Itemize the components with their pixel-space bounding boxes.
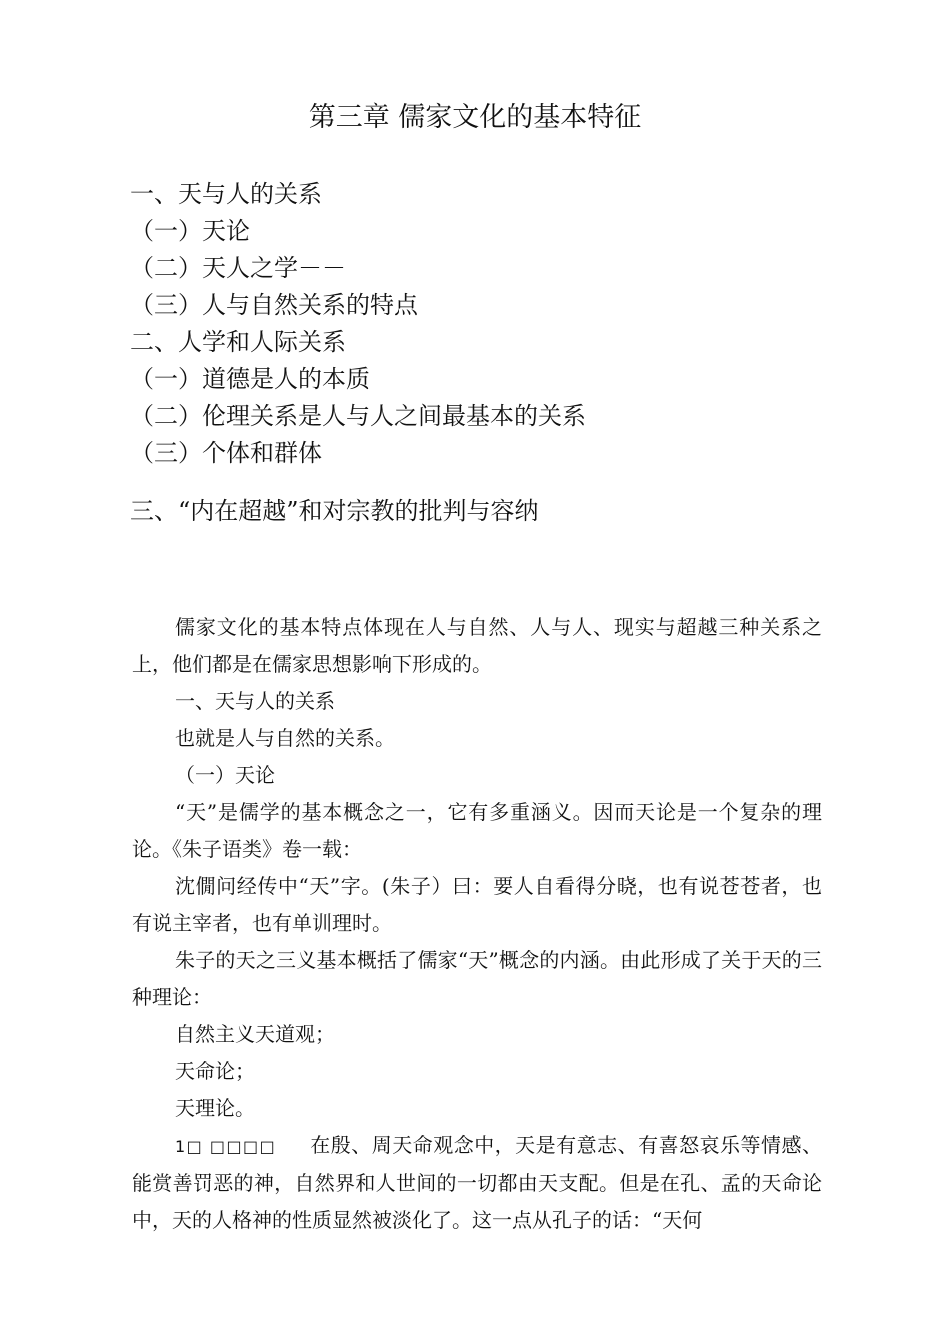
- paragraph: [132, 1127, 822, 1239]
- table-of-contents: [130, 176, 586, 472]
- toc-item-section-three: 三、“内在超越”和对宗教的批判与容纳: [130, 497, 539, 525]
- section-heading: 一、天与人的关系: [175, 689, 335, 713]
- quotation: 沈僩问经传中“天”字。(朱子）曰：要人自看得分晓，也有说苍苍者，也有说主宰者，也有单训理时。: [132, 874, 822, 935]
- paragraph: “天”是儒学的基本概念之一，它有多重涵义。因而天论是一个复杂的理论。《朱子语类》卷一载：: [132, 800, 822, 861]
- body-text: [132, 609, 822, 1239]
- list-item: 天理论。: [175, 1096, 255, 1120]
- paragraph: 儒家文化的基本特点体现在人与自然、人与人、现实与超越三种关系之上，他们都是在儒家思想影响下形成的。: [132, 615, 822, 676]
- paragraph: 朱子的天之三义基本概括了儒家“天”概念的内涵。由此形成了关于天的三种理论：: [132, 948, 822, 1009]
- toc-item: （三）人与自然关系的特点: [130, 291, 418, 319]
- toc-item: （一）道德是人的本质: [130, 365, 370, 393]
- list-item: 自然主义天道观；: [175, 1022, 335, 1046]
- toc-item: （二）伦理关系是人与人之间最基本的关系: [130, 402, 586, 430]
- toc-item: 二、人学和人际关系: [130, 328, 346, 356]
- toc-item: （三）个体和群体: [130, 439, 322, 467]
- paragraph-text: 在殷、周天命观念中，天是有意志、有喜怒哀乐等情感、能赏善罚恶的神，自然界和人世间的一切都由天支配。但是在孔、孟的天命论中，天的人格神的性质显然被淡化了。这一点从孔子的话：“天何: [132, 1133, 823, 1232]
- subsection-heading: （一）天论: [175, 763, 275, 787]
- garbled-heading-glyphs: 1□ □□□□: [175, 1137, 277, 1156]
- chapter-title: 第三章 儒家文化的基本特征: [308, 102, 642, 133]
- paragraph: 也就是人与自然的关系。: [175, 726, 395, 750]
- list-item: 天命论；: [175, 1059, 255, 1083]
- toc-item: （二）天人之学－－: [130, 254, 346, 282]
- toc-item: （一）天论: [130, 217, 250, 245]
- toc-item: 一、天与人的关系: [130, 180, 322, 208]
